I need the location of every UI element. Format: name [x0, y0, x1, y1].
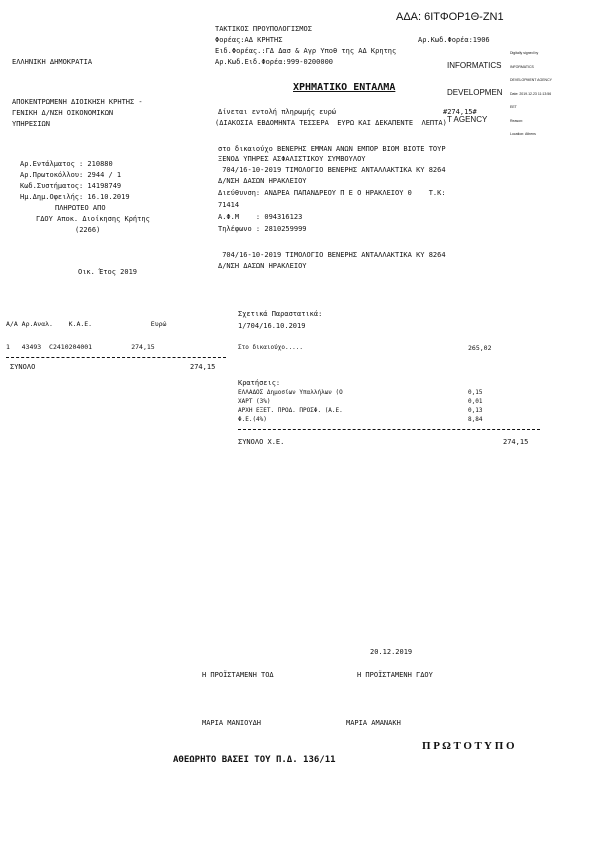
divider — [6, 357, 226, 358]
deduction-name: ΑΡΧΗ ΕΞΕΤ. ΠΡΟΔ. ΠΡΟΣΦ. (Α.Ε. — [238, 407, 343, 414]
deduction-name: ΕΛΛΑΔΟΣ Δημοσίων Υπαλλήλων (Ο — [238, 389, 343, 396]
deduction-value: 0,15 — [468, 389, 483, 396]
stamp-line: T AGENCY — [447, 115, 488, 124]
related-docs-label: Σχετικά Παραστατικά: — [238, 310, 323, 318]
stamp-detail: Location: Athens — [510, 132, 536, 136]
table-total-label: ΣΥΝΟΛΟ — [10, 363, 36, 371]
stamp-detail: DEVELOPMENT AGENCY — [510, 78, 552, 82]
kod-systimatos: Κωδ.Συστήματος: 14198749 — [20, 182, 122, 190]
stamp-detail: INFORMATICS — [510, 64, 534, 69]
payment-amount: #274,15# — [443, 108, 477, 116]
role-left: Η ΠΡΟΪΣΤΑΜΕΝΗ ΤΟΔ — [202, 671, 274, 679]
role-right: Η ΠΡΟΪΣΤΑΜΕΝΗ ΓΔΟΥ — [357, 671, 433, 679]
beneficiary-line: 704/16-10-2019 ΤΙΜΟΛΟΓΙΟ ΒΕΝΕΡΗΣ ΑΝΤΑΛΛΑΚΤΙΚΑ ΚΥ 8264 — [218, 166, 446, 174]
fiscal-year: Οικ. Έτος 2019 — [78, 268, 138, 276]
deduction-value: 8,84 — [468, 416, 483, 423]
org-line-3: ΥΠΗΡΕΣΙΩΝ — [12, 120, 50, 128]
beneficiary-line: 704/16-10-2019 ΤΙΜΟΛΟΓΙΟ ΒΕΝΕΡΗΣ ΑΝΤΑΛΛΑΚΤΙΚΑ ΚΥ 8264 — [218, 251, 446, 259]
divider — [238, 429, 540, 430]
stamp-detail: EET — [510, 105, 517, 109]
state-name: ΕΛΛΗΝΙΚΗ ΔΗΜΟΚΡΑΤΙΑ — [12, 58, 93, 66]
stamp-line: INFORMATICS — [447, 61, 502, 70]
signature-stamp — [447, 43, 503, 133]
deductions-total-label: ΣΥΝΟΛΟ Χ.Ε. — [238, 438, 285, 446]
signatory-right: ΜΑΡΙΑ ΑΜΑΝΑΚΗ — [346, 719, 401, 727]
deductions-label: Κρατήσεις: — [238, 379, 281, 387]
deduction-name: Φ.Ε.(4%) — [238, 416, 267, 423]
related-docs-value: 1/704/16.10.2019 — [238, 322, 306, 330]
signatory-left: ΜΑΡΙΑ ΜΑΝΙΟΥΔΗ — [202, 719, 262, 727]
budget-title: ΤΑΚΤΙΚΟΣ ΠΡΟΥΠΟΛΟΓΙΣΜΟΣ — [215, 25, 312, 33]
payment-order-text: Δίνεται εντολή πληρωμής ευρώ — [218, 108, 337, 116]
beneficiary-phone: Τηλέφωνο : 2810259999 — [218, 225, 307, 233]
deduction-value: 0,01 — [468, 398, 483, 405]
stamp-line: DEVELOPMEN — [447, 88, 503, 97]
net-to-beneficiary-value: 265,02 — [468, 344, 492, 352]
beneficiary-line: ΞΕΝΟΔ ΥΠΗΡΕΣ ΑΣΦΑΛΙΣΤΙΚΟΥ ΣΥΜΒΟΥΛΟΥ — [218, 155, 366, 163]
beneficiary-line: Δ/ΝΣΗ ΔΑΣΩΝ ΗΡΑΚΛΕΙΟΥ — [218, 262, 307, 270]
im-dim-ofeilis: Ημ.Δημ.Οφειλής: 16.10.2019 — [20, 193, 130, 201]
law-stamp: ΑΘΕΩΡΗΤΟ ΒΑΣΕΙ ΤΟΥ Π.Δ. 136/11 — [173, 755, 336, 765]
ar-entalmatos: Αρ.Εντάλματος : 210880 — [20, 160, 113, 168]
signature-details — [510, 42, 552, 141]
beneficiary-postcode: 71414 — [218, 201, 240, 209]
gdoy-name: ΓΔΟΥ Αποκ. Διοίκησης Κρήτης — [36, 215, 150, 223]
stamp-detail: Date: 2019.12.23 11:13:56 — [510, 91, 552, 96]
deduction-name: ΧΑΡΤ (3%) — [238, 398, 271, 405]
org-line-1: ΑΠΟΚΕΝΤΡΩΜΕΝΗ ΔΙΟΙΚΗΣΗ ΚΡΗΤΗΣ - — [12, 98, 143, 106]
beneficiary-line: Δ/ΝΣΗ ΔΑΣΩΝ ΗΡΑΚΛΕΙΟΥ — [218, 177, 307, 185]
stamp-detail: Reason: — [510, 118, 524, 123]
net-to-beneficiary-label: Στο δικαιούχο..... — [238, 344, 304, 351]
ada-code: ΑΔΑ: 6ΙΤΦΟΡ1Θ-ΖΝ1 — [396, 11, 504, 23]
table-header: Α/Α Αρ.Αναλ. Κ.Α.Ε. Ευρώ — [6, 320, 167, 328]
deductions-total-value: 274,15 — [503, 438, 529, 446]
original-mark: Π Ρ Ω Τ Ο Τ Υ Π Ο — [422, 740, 515, 752]
stamp-detail: Digitally signed by — [510, 51, 539, 55]
beneficiary-line: στο δικαιούχο ΒΕΝΕΡΗΣ ΕΜΜΑΝ ΑΝΩΝ ΕΜΠΟΡ ΒΙΟΜ ΒΙΟΤΕ ΤΟΥΡ — [218, 145, 446, 153]
deduction-value: 0,13 — [468, 407, 483, 414]
pliroteo-apo: ΠΛΗΡΩΤΕΟ ΑΠΟ — [55, 204, 106, 212]
org-line-2: ΓΕΝΙΚΗ Δ/ΝΣΗ ΟΙΚΟΝΟΜΙΚΩΝ — [12, 109, 114, 117]
ar-protokollou: Αρ.Πρωτοκόλλου: 2944 / 1 — [20, 171, 122, 179]
table-row: 1 43493 C2410204001 274,15 — [6, 343, 155, 351]
beneficiary-address: Διεύθυνση: ΑΝΔΡΕΑ ΠΑΠΑΝΔΡΕΟΥ Π Ε Ο ΗΡΑΚΛΕΙΟΥ 0 Τ.Κ: — [218, 189, 446, 197]
foreas: Φορέας:ΑΔ ΚΡΗΤΗΣ — [215, 36, 283, 44]
eid-foreas: Ειδ.Φορέας.:ΓΔ Δασ & Αγρ Υποθ της ΑΔ Κρητης — [215, 47, 397, 55]
ar-kod-eid-foreas: Αρ.Κωδ.Ειδ.Φορέα:999-0200000 — [215, 58, 334, 66]
beneficiary-afm: Α.Φ.Μ : 094316123 — [218, 213, 303, 221]
document-title: ΧΡΗΜΑΤΙΚΟ ΕΝΤΑΛΜΑ — [293, 82, 396, 93]
amount-in-words: (ΔΙΑΚΟΣΙΑ ΕΒΔΟΜΗΝΤΑ ΤΕΣΣΕΡΑ ΕΥΡΩ ΚΑΙ ΔΕΚΑΠΕΝΤΕ ΛΕΠΤΑ) — [215, 119, 447, 127]
table-total-value: 274,15 — [190, 363, 216, 371]
ar-kod-foreas: Αρ.Κωδ.Φορέα:1906 — [418, 36, 490, 44]
gdoy-code: (2266) — [75, 226, 101, 234]
issue-date: 20.12.2019 — [370, 648, 413, 656]
